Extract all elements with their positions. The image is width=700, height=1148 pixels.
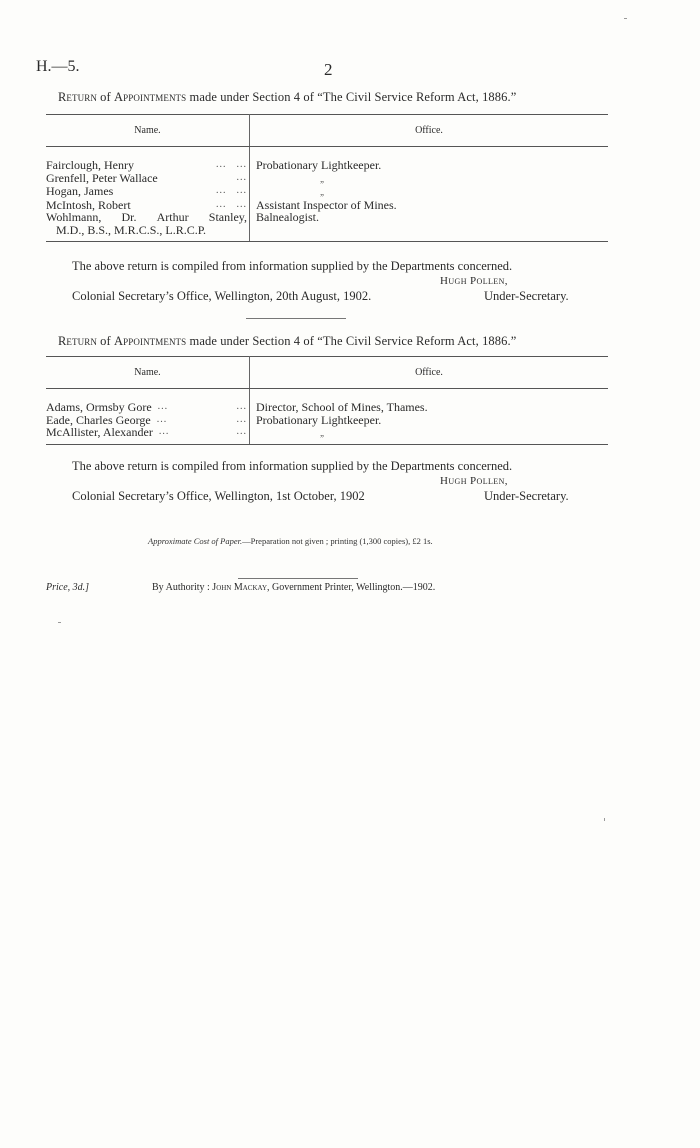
table-row bbox=[46, 185, 608, 199]
leader-dots: ... bbox=[236, 185, 247, 197]
signer-title: Under-Secretary. bbox=[484, 489, 569, 503]
return-title-word: Appointments bbox=[114, 334, 187, 348]
name-part: Dr. bbox=[121, 210, 137, 225]
printer-imprint bbox=[152, 582, 435, 593]
issuing-office-date: Colonial Secretary’s Office, Wellington, 20th August, 1902. bbox=[72, 289, 372, 303]
appointee-name: Grenfell, Peter Wallace bbox=[46, 170, 158, 185]
name-part: Wohlmann, bbox=[46, 210, 102, 225]
appointments-table bbox=[46, 356, 608, 445]
appointee-office: Balnealogist. bbox=[256, 210, 319, 225]
leader-dots: ... bbox=[236, 401, 247, 412]
appointee-name: Eade, Charles George bbox=[46, 412, 151, 427]
imprint-suffix: Government Printer, Wellington.—1902. bbox=[272, 582, 436, 593]
ditto-mark: „ bbox=[320, 187, 326, 198]
appointee-office: Probationary Lightkeeper. bbox=[256, 158, 382, 172]
table-row-continuation bbox=[46, 224, 608, 241]
signer-title: Under-Secretary. bbox=[484, 289, 569, 303]
signer-name: Hugh Pollen, bbox=[440, 475, 508, 487]
return-note: The above return is compiled from information supplied by the Departments concerned. bbox=[72, 259, 513, 273]
return-title-word: Appointments bbox=[114, 90, 187, 104]
leader-dots: ... bbox=[236, 159, 247, 170]
return-title-of: of bbox=[100, 334, 111, 348]
return-title-rest: made under Section 4 of “The Civil Service Reform Act, 1886.” bbox=[189, 90, 517, 104]
imprint-prefix: By Authority : bbox=[152, 582, 210, 593]
leader-dots: ... bbox=[216, 159, 227, 170]
scan-speck bbox=[604, 818, 605, 821]
column-header-name: Name. bbox=[46, 115, 250, 147]
cost-label: Approximate Cost of Paper. bbox=[148, 536, 243, 546]
table-row bbox=[46, 426, 608, 444]
appointee-name: Adams, Ormsby Gore bbox=[46, 400, 152, 414]
name-part: Stanley, bbox=[208, 210, 247, 225]
return-title bbox=[58, 90, 516, 105]
appointee-name: Fairclough, Henry bbox=[46, 158, 134, 172]
appointee-name: McIntosh, Robert bbox=[46, 197, 131, 212]
page-number: 2 bbox=[324, 60, 333, 79]
leader-dots: ... bbox=[216, 185, 227, 197]
return-title-word: Return bbox=[58, 90, 97, 104]
leader-dots: ... bbox=[236, 171, 247, 183]
leader-dots: ... bbox=[236, 413, 247, 425]
column-header-office: Office. bbox=[250, 115, 609, 147]
appointee-name: McAllister, Alexander bbox=[46, 425, 153, 440]
issuing-office-date: Colonial Secretary’s Office, Wellington, 1st October, 1902 bbox=[72, 489, 365, 503]
name-part: Arthur bbox=[156, 210, 189, 225]
appointments-table bbox=[46, 114, 608, 242]
cost-text: —Preparation not given ; printing (1,300 copies), £2 1s. bbox=[242, 536, 433, 546]
price-note: Price, 3d.] bbox=[46, 582, 90, 593]
appointee-qualifications: M.D., B.S., M.R.C.S., L.R.C.P. bbox=[56, 222, 207, 237]
leader-dots: ... bbox=[156, 413, 168, 425]
return-title bbox=[58, 334, 516, 349]
appointee-office: Director, School of Mines, Thames. bbox=[256, 400, 428, 414]
signer-name: Hugh Pollen, bbox=[440, 275, 508, 287]
appointee-office: Assistant Inspector of Mines. bbox=[256, 197, 397, 212]
leader-dots: ... bbox=[158, 426, 170, 438]
scan-speck bbox=[58, 622, 61, 623]
return-title-rest: made under Section 4 of “The Civil Service Reform Act, 1886.” bbox=[189, 334, 517, 348]
return-note: The above return is compiled from information supplied by the Departments concerned. bbox=[72, 459, 513, 473]
return-title-word: Return bbox=[58, 334, 97, 348]
return-title-of: of bbox=[100, 90, 111, 104]
document-reference: H.—5. bbox=[36, 58, 80, 75]
scan-speck bbox=[624, 18, 627, 19]
appointee-name: Hogan, James bbox=[46, 184, 114, 199]
section-divider bbox=[246, 318, 346, 319]
leader-dots: ... bbox=[216, 198, 227, 210]
leader-dots: ... bbox=[236, 198, 247, 210]
printer-name: John Mackay, bbox=[212, 582, 270, 593]
footer-divider bbox=[238, 578, 358, 579]
ditto-mark: „ bbox=[320, 428, 326, 439]
table-row bbox=[46, 159, 608, 172]
ditto-mark: „ bbox=[320, 173, 326, 184]
leader-dots: ... bbox=[236, 426, 247, 438]
table-row bbox=[46, 401, 608, 414]
column-header-office: Office. bbox=[250, 357, 609, 389]
leader-dots: ... bbox=[157, 401, 169, 412]
column-header-name: Name. bbox=[46, 357, 250, 389]
appointee-office: Probationary Lightkeeper. bbox=[256, 412, 382, 427]
table-row bbox=[46, 172, 608, 186]
cost-of-paper-note bbox=[148, 536, 433, 546]
